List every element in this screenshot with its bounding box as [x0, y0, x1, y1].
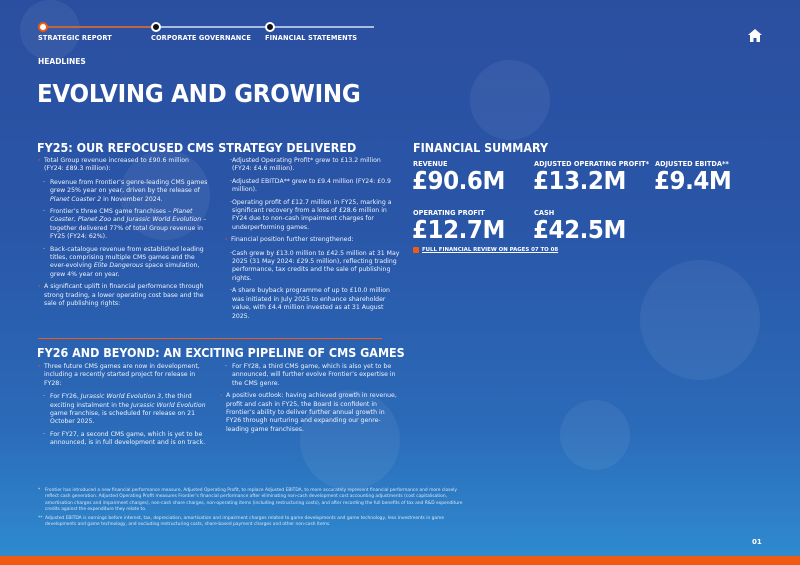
game-title: Planet Zoo: [77, 216, 112, 224]
game-title: Elite Dangerous: [93, 262, 144, 270]
metric-value-adjusted-ebitda: £9.4M: [654, 166, 732, 195]
list-item: · Operating profit of £12.7 million in FY25, marking a significant recovery from a loss of £28.6 million in FY24 due to non-cash impairment charges for underperforming games.: [225, 199, 400, 233]
nav-dot-corporate-governance[interactable]: [151, 22, 161, 32]
page-number: 01: [752, 538, 762, 546]
list-item: · Cash grew by £13.0 million to £42.5 million at 31 May 2025 (31 May 2024: £29.5 million), reflecting trading performance, tax credits and the sale of publishing rights.: [225, 250, 400, 284]
list-item: · For FY28, a third CMS game, which is also yet to be announced, will further evolve Frontier’s expertise in the CMS genre.: [220, 363, 400, 388]
list-item: · Adjusted EBITDA** grew to £9.4 million (FY24: £0.9 million).: [225, 178, 400, 195]
text: Frontier’s three CMS game franchises –: [50, 208, 174, 216]
text: in November 2024.: [101, 195, 163, 203]
text: For FY26,: [50, 393, 81, 401]
footer-accent-bar: [0, 556, 800, 565]
background-decoration: [560, 400, 630, 470]
section-divider: [38, 338, 382, 339]
fy25-heading: FY25: OUR REFOCUSED CMS STRATEGY DELIVERED: [37, 141, 357, 155]
list-item: · For FY27, a second CMS game, which is yet to be announced, is in full development and is on track.: [38, 431, 210, 448]
nav-item-strategic-report[interactable]: STRATEGIC REPORT: [38, 34, 112, 42]
list-item: · Total Group revenue increased to £90.6 million (FY24: £89.3 million):: [38, 157, 210, 174]
metric-label-operating-profit: OPERATING PROFIT: [413, 209, 485, 217]
list-item: [38, 246, 210, 280]
fy26-left-column: [38, 363, 210, 452]
footnote-text: Frontier has introduced a new financial performance measure, Adjusted Operating Profit, to replace Adjusted EBITDA, to more accurately represent financial performance and more closely reflect cash generation. Adjusted Operating Profit measures Frontier’s financial performance after eliminating non-cash development cost accounting adjustments (cost capitalisation, amortisation charges and impairment charges), non-cash share charges, non-operating items (including restructuring costs), and after recording the full benefits of tax and R&D expenditure credits against the expenditure they relate to.: [45, 488, 463, 513]
game-title: Jurassic World Evolution 3: [80, 393, 162, 401]
section-label: HEADLINES: [38, 57, 86, 66]
metric-value-revenue: £90.6M: [412, 166, 505, 195]
footnote: [38, 516, 468, 529]
background-decoration: [640, 260, 760, 380]
text: , the third exciting instalment in the: [50, 393, 192, 409]
list-item: [38, 208, 210, 242]
metric-label-revenue: REVENUE: [413, 160, 448, 168]
home-button[interactable]: [748, 27, 762, 40]
list-item: · Financial position further strengthened:: [225, 236, 400, 244]
fy26-right-column: [220, 363, 400, 439]
nav-line: [157, 26, 266, 28]
game-title: Planet Coaster: [50, 208, 193, 224]
fy25-left-column: [38, 157, 210, 314]
financial-summary-heading: FINANCIAL SUMMARY: [413, 141, 549, 155]
page-link-icon: [413, 247, 419, 253]
fy25-right-column: [225, 157, 400, 325]
nav-item-financial-statements[interactable]: FINANCIAL STATEMENTS: [265, 34, 358, 42]
metric-value-operating-profit: £12.7M: [412, 215, 505, 244]
text: space simulation, grew 4% year on year.: [50, 262, 200, 278]
game-title: Planet Coaster 2: [50, 195, 102, 203]
background-decoration: [470, 60, 550, 140]
list-item: · A positive outlook: having achieved growth in revenue, profit and cash in FY25, the Board is confident in Frontier’s ability to deliver further annual growth in FY26 through nurturing and expanding our genre-leading game franchises.: [220, 392, 400, 434]
text: – together delivered 77% of total Group revenue in FY25 (FY24: 62%).: [50, 216, 207, 241]
list-item: · A share buyback programme of up to £10.0 million was initiated in July 2025 to enhance shareholder value, with £4.4 million invested as at 31 August 2025.: [225, 287, 400, 321]
metric-label-adjusted-operating-profit: ADJUSTED OPERATING PROFIT*: [534, 160, 650, 168]
metric-value-cash: £42.5M: [533, 215, 626, 244]
metric-label-cash: CASH: [534, 209, 555, 217]
text: game franchise, is scheduled for release on 21 October 2025.: [50, 410, 196, 426]
nav-progress-line: [43, 26, 152, 28]
list-item: [38, 393, 210, 427]
footnote: [38, 488, 468, 514]
nav-dot-strategic-report[interactable]: [38, 22, 48, 32]
report-section-nav: [38, 20, 376, 50]
nav-item-corporate-governance[interactable]: CORPORATE GOVERNANCE: [151, 34, 251, 42]
text: Back-catalogue revenue from established leading titles, comprising multiple CMS games and the ever-evolving: [50, 245, 204, 270]
list-item: [38, 179, 210, 204]
full-financial-review-link[interactable]: [413, 247, 558, 253]
home-icon: [748, 29, 762, 42]
metric-value-adjusted-operating-profit: £13.2M: [533, 166, 626, 195]
list-item: · Three future CMS games are now in development, including a recently started project for release in FY28:: [38, 363, 210, 388]
list-item: · Adjusted Operating Profit* grew to £13.2 million (FY24: £4.6 million).: [225, 157, 400, 174]
nav-line: [271, 26, 374, 28]
page-title: EVOLVING AND GROWING: [37, 79, 361, 108]
text: ,: [73, 216, 78, 224]
footnote-mark: *: [38, 488, 41, 493]
footnote-text: Adjusted EBITDA is earnings before interest, tax, depreciation, amortisation and impairment charges related to game developments and game technology, less investments in game developments and game technology, and excluding restructuring costs, share-based payment charges and other non-cash items.: [45, 515, 445, 528]
metric-label-adjusted-ebitda: ADJUSTED EBITDA**: [655, 160, 729, 168]
review-link-label: FULL FINANCIAL REVIEW ON PAGES 07 TO 08: [422, 247, 559, 253]
footnotes: [38, 488, 468, 530]
fy26-heading: FY26 AND BEYOND: AN EXCITING PIPELINE OF CMS GAMES: [37, 346, 405, 360]
game-title: Jurassic World Evolution: [131, 401, 206, 409]
footnote-mark: **: [38, 515, 43, 521]
nav-dot-financial-statements[interactable]: [265, 22, 275, 32]
text: and: [111, 216, 127, 224]
text: Revenue from Frontier’s genre-leading CMS games grew 25% year on year, driven by the release of: [50, 178, 208, 195]
list-item: · A significant uplift in financial performance through strong trading, a lower operating cost base and the sale of publishing rights:: [38, 283, 210, 308]
game-title: Jurassic World Evolution: [126, 216, 202, 224]
